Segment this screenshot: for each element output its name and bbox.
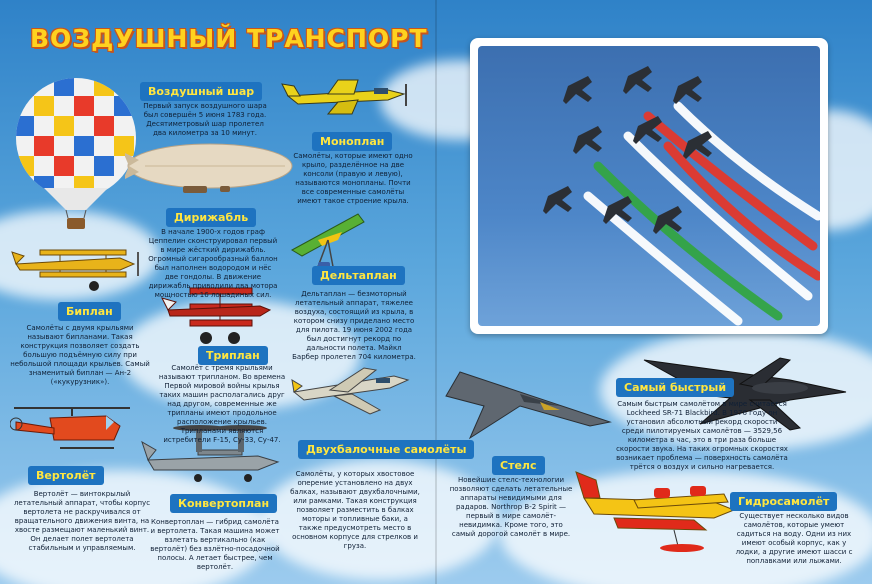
label-stealth: Стелс bbox=[492, 456, 545, 475]
page-title: ВОЗДУШНЫЙ ТРАНСПОРТ bbox=[30, 24, 428, 53]
text-seaplane: Существует несколько видов самолётов, которые умеют садиться на воду. Одни из них имеют особый корпус, как у лодки, а другие имеют шасси с поплавками или лыжами. bbox=[735, 512, 853, 565]
text-balloon: Первый запуск воздушного шара был совершён 5 июня 1783 года. Десятиметровый шар пролетел два километра за 10 минут. bbox=[143, 102, 267, 137]
biplane-illustration bbox=[10, 244, 142, 296]
helicopter-illustration bbox=[10, 400, 140, 456]
text-airship: В начале 1900-х годов граф Цеппелин сконструировал первый в мире жёсткий дирижабль. Огромный сигарообразный баллон был наполнен водородом и нёс две гондолы. В движение дирижабль приводили два мотора мощностью 16 лошадиных сил. bbox=[148, 228, 278, 299]
label-monoplane: Моноплан bbox=[312, 132, 392, 151]
label-triplane: Триплан bbox=[198, 346, 268, 365]
hot-air-balloon-illustration bbox=[14, 76, 138, 230]
label-balloon: Воздушный шар bbox=[140, 82, 262, 101]
photo-sky bbox=[478, 46, 820, 326]
label-convertiplane: Конвертоплан bbox=[170, 494, 277, 513]
text-twinboom: Самолёты, у которых хвостовое оперение установлено на двух балках, называют двухбалочными, или рамками. Такая конструкция позволяет разместить в балках моторы и топливные баки, а также предусмотреть место в основном корпусе для стрелков и груза. bbox=[290, 470, 420, 550]
seaplane-illustration bbox=[574, 458, 744, 562]
twin-boom-plane-illustration bbox=[290, 366, 412, 420]
text-monoplane: Самолёты, которые имеют одно крыло, разделённое на две консоли (правую и левую), называются монопланы. Почти все современные самолёты имеют такое строение крыла. bbox=[293, 152, 413, 205]
page-spine bbox=[435, 0, 437, 584]
text-hangglider: Дельтаплан — безмоторный летательный аппарат, тяжелее воздуха, состоящий из крыла, в котором снизу приделано место для пилота. 19 июня 2002 года был достигнут рекорд по дальности полета. Майкл Барбер пролетел 704 километра. bbox=[292, 290, 416, 361]
label-seaplane: Гидросамолёт bbox=[730, 492, 837, 511]
text-biplane: Самолёты с двумя крыльями называют бипланами. Такая конструкция позволяет создать большую подъёмную силу при небольшой площади крыльев. Самый знаменитый биплан — Ан-2 («кукурузник»). bbox=[10, 324, 150, 386]
label-airship: Дирижабль bbox=[166, 208, 256, 227]
airship-illustration bbox=[125, 140, 295, 202]
text-fastest: Самым быстрым самолётом в мире считается Lockheed SR-71 Blackbird. В 1976 году он установил абсолютный рекорд скорости среди пилотируемых самолётов — 3529,56 километра в час, это в три раза больше скорости звука. На таких огромных скоростях возникает проблема — поверхность самолёта трётся о воздух и сильно нагревается. bbox=[616, 400, 788, 471]
stealth-plane-illustration bbox=[440, 366, 620, 442]
monoplane-illustration bbox=[278, 76, 412, 120]
label-fastest: Самый быстрый bbox=[616, 378, 734, 397]
aerobatic-team-photo bbox=[470, 38, 828, 334]
text-helicopter: Вертолёт — винтокрылый летательный аппарат, чтобы корпус вертолета не раскручивался от вращательного движения винта, на хвосте размещают маленький винт. Он делает полет вертолета стабильным и управляемым. bbox=[13, 490, 151, 552]
label-helicopter: Вертолёт bbox=[28, 466, 104, 485]
label-twinboom bbox=[298, 440, 474, 459]
text-stealth: Новейшие стелс-технологии позволяют сделать летательные аппараты невидимыми для радаров. Northrop B-2 Spirit — первый в мире самолёт-невидимка. Кроме того, это самый дорогой самолёт в мире. bbox=[449, 476, 573, 538]
text-triplane: Самолёт с тремя крыльями называют трипланом. Во времена Первой мировой войны крылья таких машин располагались друг над другом, современные же трипланы имеют продольное расположение крыльев. Трипланами являются истребители F-15, Су-33, Су-47. bbox=[158, 364, 286, 444]
label-biplane: Биплан bbox=[58, 302, 121, 321]
text-convertiplane: Конвертоплан — гибрид самолёта и вертолета. Такая машина может взлетать вертикально (как вертолёт) без взлётно-посадочной полосы. А летает быстрее, чем вертолёт. bbox=[150, 518, 280, 571]
jets-formation-illustration bbox=[478, 46, 820, 326]
label-hangglider: Дельтаплан bbox=[312, 266, 405, 285]
label-twinboom-text: Двухбалочные самолёты bbox=[306, 443, 467, 456]
